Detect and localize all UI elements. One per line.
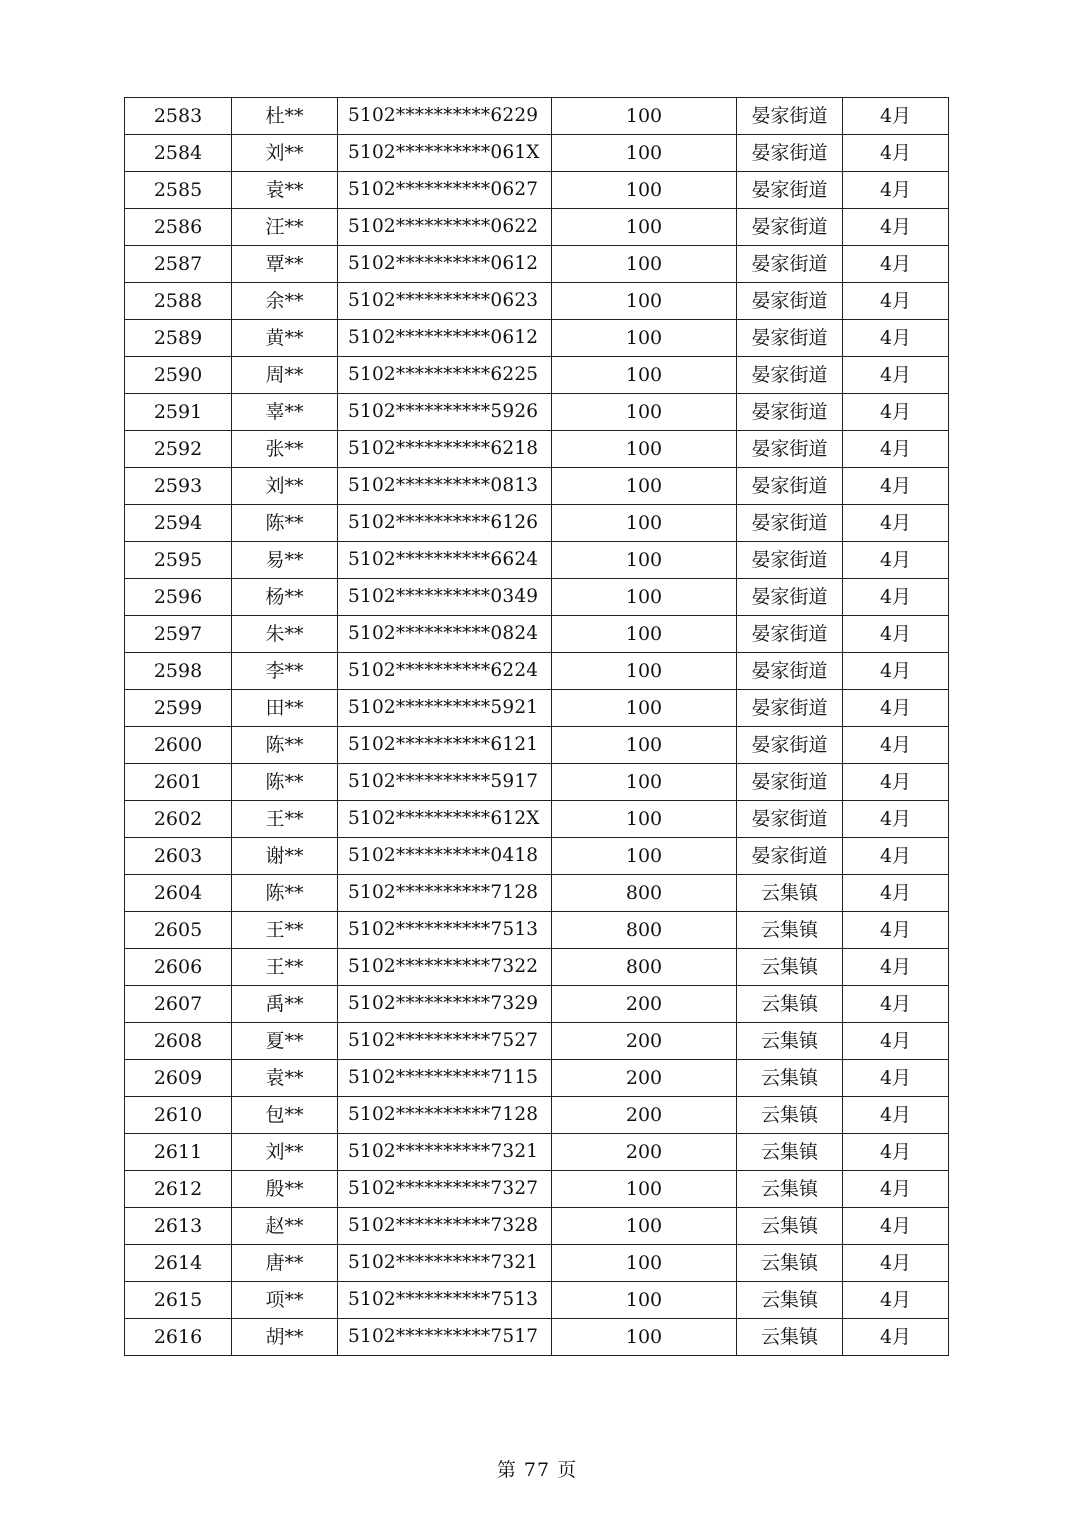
id-number-cell: 5102**********7329: [338, 986, 552, 1023]
row-number-cell: 2614: [125, 1245, 232, 1282]
name-cell: 杨**: [232, 579, 338, 616]
id-number-cell: 5102**********6624: [338, 542, 552, 579]
id-number-cell: 5102**********6229: [338, 98, 552, 135]
district-cell: 晏家街道: [737, 172, 843, 209]
name-cell: 胡**: [232, 1319, 338, 1356]
row-number-cell: 2601: [125, 764, 232, 801]
amount-cell: 100: [552, 1319, 737, 1356]
row-number-cell: 2610: [125, 1097, 232, 1134]
month-cell: 4月: [843, 1134, 949, 1171]
table-row: [125, 616, 949, 653]
month-cell: 4月: [843, 172, 949, 209]
row-number-cell: 2585: [125, 172, 232, 209]
month-cell: 4月: [843, 579, 949, 616]
district-cell: 云集镇: [737, 949, 843, 986]
district-cell: 晏家街道: [737, 357, 843, 394]
id-number-cell: 5102**********7128: [338, 875, 552, 912]
table-row: [125, 986, 949, 1023]
district-cell: 云集镇: [737, 1171, 843, 1208]
id-number-cell: 5102**********7328: [338, 1208, 552, 1245]
row-number-cell: 2586: [125, 209, 232, 246]
name-cell: 杜**: [232, 98, 338, 135]
amount-cell: 100: [552, 653, 737, 690]
month-cell: 4月: [843, 394, 949, 431]
amount-cell: 100: [552, 283, 737, 320]
amount-cell: 800: [552, 912, 737, 949]
id-number-cell: 5102**********0627: [338, 172, 552, 209]
amount-cell: 100: [552, 764, 737, 801]
row-number-cell: 2609: [125, 1060, 232, 1097]
district-cell: 晏家街道: [737, 98, 843, 135]
amount-cell: 200: [552, 1023, 737, 1060]
district-cell: 晏家街道: [737, 690, 843, 727]
id-number-cell: 5102**********6224: [338, 653, 552, 690]
id-number-cell: 5102**********7527: [338, 1023, 552, 1060]
table-row: [125, 246, 949, 283]
name-cell: 陈**: [232, 764, 338, 801]
amount-cell: 200: [552, 1097, 737, 1134]
row-number-cell: 2600: [125, 727, 232, 764]
month-cell: 4月: [843, 431, 949, 468]
name-cell: 袁**: [232, 172, 338, 209]
table-row: [125, 209, 949, 246]
month-cell: 4月: [843, 801, 949, 838]
id-number-cell: 5102**********6218: [338, 431, 552, 468]
district-cell: 晏家街道: [737, 579, 843, 616]
month-cell: 4月: [843, 616, 949, 653]
id-number-cell: 5102**********6225: [338, 357, 552, 394]
name-cell: 夏**: [232, 1023, 338, 1060]
table-row: [125, 431, 949, 468]
name-cell: 禹**: [232, 986, 338, 1023]
id-number-cell: 5102**********061X: [338, 135, 552, 172]
amount-cell: 100: [552, 394, 737, 431]
roster-table: [124, 97, 949, 1356]
row-number-cell: 2603: [125, 838, 232, 875]
id-number-cell: 5102**********7513: [338, 912, 552, 949]
amount-cell: 100: [552, 320, 737, 357]
amount-cell: 200: [552, 1060, 737, 1097]
table-row: [125, 727, 949, 764]
name-cell: 辜**: [232, 394, 338, 431]
id-number-cell: 5102**********0349: [338, 579, 552, 616]
district-cell: 晏家街道: [737, 135, 843, 172]
district-cell: 晏家街道: [737, 801, 843, 838]
table-row: [125, 135, 949, 172]
month-cell: 4月: [843, 838, 949, 875]
district-cell: 云集镇: [737, 1060, 843, 1097]
district-cell: 晏家街道: [737, 283, 843, 320]
month-cell: 4月: [843, 653, 949, 690]
district-cell: 晏家街道: [737, 727, 843, 764]
name-cell: 黄**: [232, 320, 338, 357]
district-cell: 晏家街道: [737, 505, 843, 542]
table-row: [125, 838, 949, 875]
row-number-cell: 2616: [125, 1319, 232, 1356]
table-row: [125, 579, 949, 616]
district-cell: 晏家街道: [737, 431, 843, 468]
amount-cell: 100: [552, 690, 737, 727]
id-number-cell: 5102**********7115: [338, 1060, 552, 1097]
district-cell: 晏家街道: [737, 320, 843, 357]
district-cell: 云集镇: [737, 1208, 843, 1245]
row-number-cell: 2588: [125, 283, 232, 320]
name-cell: 汪**: [232, 209, 338, 246]
month-cell: 4月: [843, 986, 949, 1023]
amount-cell: 200: [552, 986, 737, 1023]
row-number-cell: 2584: [125, 135, 232, 172]
district-cell: 云集镇: [737, 986, 843, 1023]
name-cell: 陈**: [232, 505, 338, 542]
name-cell: 刘**: [232, 1134, 338, 1171]
id-number-cell: 5102**********5917: [338, 764, 552, 801]
row-number-cell: 2587: [125, 246, 232, 283]
row-number-cell: 2596: [125, 579, 232, 616]
name-cell: 王**: [232, 949, 338, 986]
table-row: [125, 1134, 949, 1171]
roster-table-body: [125, 98, 949, 1356]
amount-cell: 100: [552, 838, 737, 875]
district-cell: 晏家街道: [737, 394, 843, 431]
name-cell: 王**: [232, 801, 338, 838]
amount-cell: 100: [552, 801, 737, 838]
name-cell: 朱**: [232, 616, 338, 653]
row-number-cell: 2597: [125, 616, 232, 653]
amount-cell: 100: [552, 1208, 737, 1245]
district-cell: 晏家街道: [737, 616, 843, 653]
district-cell: 云集镇: [737, 1245, 843, 1282]
table-row: [125, 875, 949, 912]
row-number-cell: 2590: [125, 357, 232, 394]
id-number-cell: 5102**********0612: [338, 320, 552, 357]
name-cell: 陈**: [232, 727, 338, 764]
id-number-cell: 5102**********0813: [338, 468, 552, 505]
table-row: [125, 320, 949, 357]
month-cell: 4月: [843, 1097, 949, 1134]
district-cell: 云集镇: [737, 875, 843, 912]
month-cell: 4月: [843, 135, 949, 172]
id-number-cell: 5102**********0623: [338, 283, 552, 320]
amount-cell: 100: [552, 579, 737, 616]
name-cell: 余**: [232, 283, 338, 320]
month-cell: 4月: [843, 690, 949, 727]
id-number-cell: 5102**********7513: [338, 1282, 552, 1319]
table-row: [125, 1023, 949, 1060]
page-number: 第 77 页: [496, 1459, 578, 1481]
row-number-cell: 2583: [125, 98, 232, 135]
table-row: [125, 912, 949, 949]
table-row: [125, 98, 949, 135]
month-cell: 4月: [843, 1023, 949, 1060]
name-cell: 赵**: [232, 1208, 338, 1245]
name-cell: 李**: [232, 653, 338, 690]
district-cell: 云集镇: [737, 1023, 843, 1060]
amount-cell: 100: [552, 357, 737, 394]
row-number-cell: 2606: [125, 949, 232, 986]
id-number-cell: 5102**********5921: [338, 690, 552, 727]
name-cell: 包**: [232, 1097, 338, 1134]
row-number-cell: 2595: [125, 542, 232, 579]
id-number-cell: 5102**********0622: [338, 209, 552, 246]
name-cell: 刘**: [232, 135, 338, 172]
row-number-cell: 2598: [125, 653, 232, 690]
name-cell: 谢**: [232, 838, 338, 875]
amount-cell: 100: [552, 172, 737, 209]
month-cell: 4月: [843, 98, 949, 135]
month-cell: 4月: [843, 1282, 949, 1319]
amount-cell: 100: [552, 1171, 737, 1208]
table-row: [125, 1208, 949, 1245]
id-number-cell: 5102**********7517: [338, 1319, 552, 1356]
month-cell: 4月: [843, 246, 949, 283]
table-row: [125, 949, 949, 986]
id-number-cell: 5102**********0824: [338, 616, 552, 653]
id-number-cell: 5102**********6121: [338, 727, 552, 764]
id-number-cell: 5102**********7322: [338, 949, 552, 986]
amount-cell: 100: [552, 542, 737, 579]
name-cell: 陈**: [232, 875, 338, 912]
name-cell: 袁**: [232, 1060, 338, 1097]
table-row: [125, 283, 949, 320]
amount-cell: 200: [552, 1134, 737, 1171]
id-number-cell: 5102**********7321: [338, 1245, 552, 1282]
table-row: [125, 357, 949, 394]
row-number-cell: 2605: [125, 912, 232, 949]
id-number-cell: 5102**********7321: [338, 1134, 552, 1171]
row-number-cell: 2591: [125, 394, 232, 431]
month-cell: 4月: [843, 875, 949, 912]
amount-cell: 800: [552, 875, 737, 912]
month-cell: 4月: [843, 912, 949, 949]
month-cell: 4月: [843, 283, 949, 320]
amount-cell: 100: [552, 468, 737, 505]
row-number-cell: 2594: [125, 505, 232, 542]
table-row: [125, 1097, 949, 1134]
id-number-cell: 5102**********612X: [338, 801, 552, 838]
amount-cell: 100: [552, 98, 737, 135]
district-cell: 云集镇: [737, 1319, 843, 1356]
month-cell: 4月: [843, 1060, 949, 1097]
id-number-cell: 5102**********5926: [338, 394, 552, 431]
month-cell: 4月: [843, 505, 949, 542]
amount-cell: 100: [552, 616, 737, 653]
id-number-cell: 5102**********6126: [338, 505, 552, 542]
table-row: [125, 172, 949, 209]
amount-cell: 100: [552, 727, 737, 764]
month-cell: 4月: [843, 764, 949, 801]
table-row: [125, 1060, 949, 1097]
name-cell: 唐**: [232, 1245, 338, 1282]
table-row: [125, 1245, 949, 1282]
row-number-cell: 2613: [125, 1208, 232, 1245]
row-number-cell: 2604: [125, 875, 232, 912]
name-cell: 覃**: [232, 246, 338, 283]
district-cell: 云集镇: [737, 1282, 843, 1319]
amount-cell: 100: [552, 431, 737, 468]
name-cell: 刘**: [232, 468, 338, 505]
month-cell: 4月: [843, 468, 949, 505]
amount-cell: 800: [552, 949, 737, 986]
district-cell: 云集镇: [737, 912, 843, 949]
name-cell: 张**: [232, 431, 338, 468]
table-row: [125, 394, 949, 431]
id-number-cell: 5102**********7128: [338, 1097, 552, 1134]
table-row: [125, 468, 949, 505]
district-cell: 云集镇: [737, 1097, 843, 1134]
row-number-cell: 2611: [125, 1134, 232, 1171]
district-cell: 晏家街道: [737, 764, 843, 801]
month-cell: 4月: [843, 949, 949, 986]
month-cell: 4月: [843, 542, 949, 579]
district-cell: 晏家街道: [737, 542, 843, 579]
table-row: [125, 542, 949, 579]
amount-cell: 100: [552, 246, 737, 283]
month-cell: 4月: [843, 1171, 949, 1208]
month-cell: 4月: [843, 320, 949, 357]
name-cell: 王**: [232, 912, 338, 949]
row-number-cell: 2593: [125, 468, 232, 505]
id-number-cell: 5102**********0418: [338, 838, 552, 875]
district-cell: 云集镇: [737, 1134, 843, 1171]
table-row: [125, 764, 949, 801]
month-cell: 4月: [843, 209, 949, 246]
table-row: [125, 690, 949, 727]
row-number-cell: 2592: [125, 431, 232, 468]
table-row: [125, 653, 949, 690]
district-cell: 晏家街道: [737, 838, 843, 875]
row-number-cell: 2607: [125, 986, 232, 1023]
amount-cell: 100: [552, 1282, 737, 1319]
table-row: [125, 801, 949, 838]
row-number-cell: 2599: [125, 690, 232, 727]
table-row: [125, 1282, 949, 1319]
name-cell: 殷**: [232, 1171, 338, 1208]
id-number-cell: 5102**********7327: [338, 1171, 552, 1208]
table-row: [125, 1171, 949, 1208]
month-cell: 4月: [843, 727, 949, 764]
month-cell: 4月: [843, 1208, 949, 1245]
row-number-cell: 2612: [125, 1171, 232, 1208]
district-cell: 晏家街道: [737, 209, 843, 246]
amount-cell: 100: [552, 505, 737, 542]
row-number-cell: 2615: [125, 1282, 232, 1319]
name-cell: 项**: [232, 1282, 338, 1319]
name-cell: 易**: [232, 542, 338, 579]
table-row: [125, 1319, 949, 1356]
name-cell: 田**: [232, 690, 338, 727]
name-cell: 周**: [232, 357, 338, 394]
month-cell: 4月: [843, 1245, 949, 1282]
id-number-cell: 5102**********0612: [338, 246, 552, 283]
month-cell: 4月: [843, 1319, 949, 1356]
row-number-cell: 2608: [125, 1023, 232, 1060]
amount-cell: 100: [552, 209, 737, 246]
amount-cell: 100: [552, 1245, 737, 1282]
district-cell: 晏家街道: [737, 246, 843, 283]
month-cell: 4月: [843, 357, 949, 394]
district-cell: 晏家街道: [737, 653, 843, 690]
row-number-cell: 2589: [125, 320, 232, 357]
table-row: [125, 505, 949, 542]
amount-cell: 100: [552, 135, 737, 172]
row-number-cell: 2602: [125, 801, 232, 838]
district-cell: 晏家街道: [737, 468, 843, 505]
